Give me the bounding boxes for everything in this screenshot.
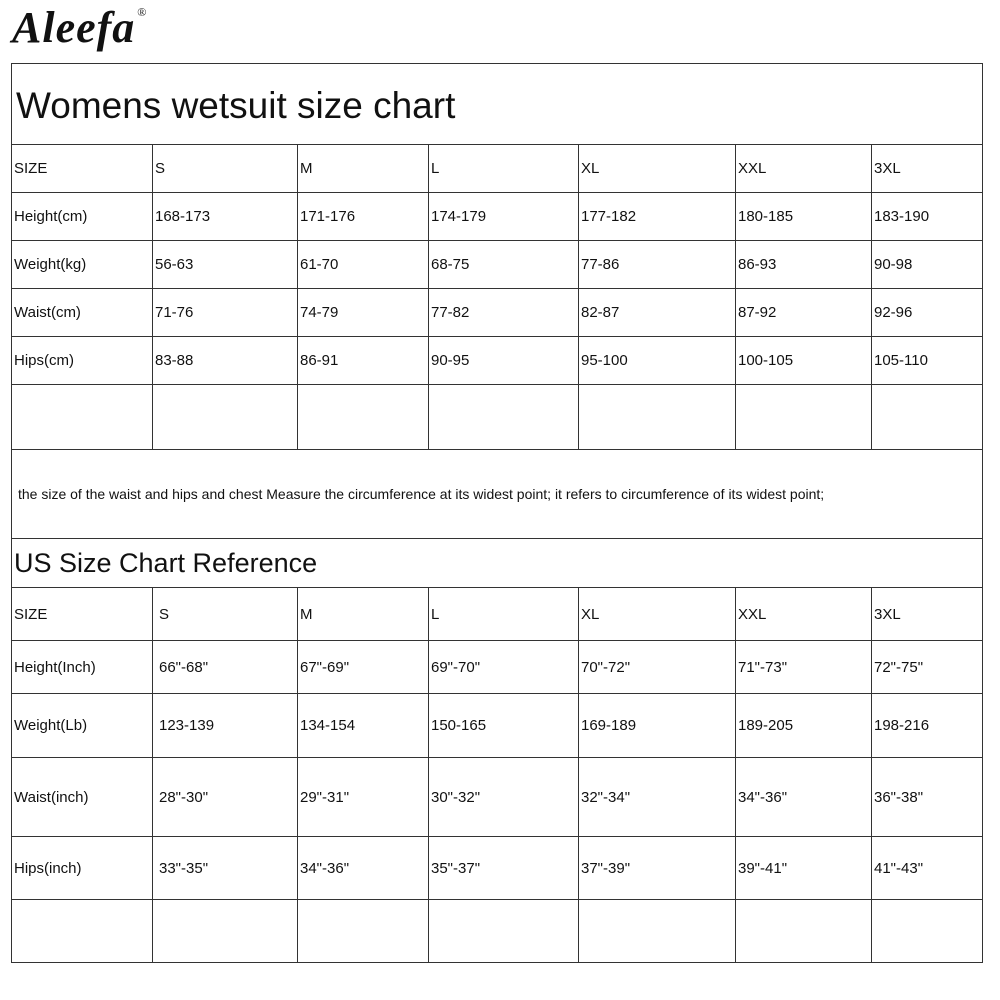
empty-cell: [12, 385, 153, 450]
header-cell: S: [153, 145, 298, 193]
empty-cell: [298, 900, 429, 963]
table-row: [12, 758, 983, 837]
table-cell: 29"-31": [298, 758, 429, 837]
table-row: [12, 694, 983, 758]
table-cell: 41"-43": [872, 837, 983, 900]
table-cell: 69"-70": [429, 641, 579, 694]
table-cell: 71"-73": [736, 641, 872, 694]
table-cell: 90-95: [429, 337, 579, 385]
header-cell: SIZE: [12, 588, 153, 641]
row-label: Weight(Lb): [12, 694, 153, 758]
table-row: [12, 241, 983, 289]
table-cell: 134-154: [298, 694, 429, 758]
table-cell: 56-63: [153, 241, 298, 289]
table-cell: 28"-30": [153, 758, 298, 837]
table-cell: 74-79: [298, 289, 429, 337]
header-cell: M: [298, 145, 429, 193]
header-cell: SIZE: [12, 145, 153, 193]
brand-logo: [12, 2, 147, 53]
table-cell: 34"-36": [298, 837, 429, 900]
row-label: Weight(kg): [12, 241, 153, 289]
table-cell: 105-110: [872, 337, 983, 385]
table-cell: 72"-75": [872, 641, 983, 694]
empty-cell: [579, 385, 736, 450]
empty-cell: [153, 385, 298, 450]
empty-cell: [12, 900, 153, 963]
us-header-row: [12, 588, 983, 641]
table-cell: 77-86: [579, 241, 736, 289]
empty-cell: [429, 385, 579, 450]
table-cell: 70"-72": [579, 641, 736, 694]
header-cell: S: [153, 588, 298, 641]
empty-row: [12, 385, 983, 450]
header-cell: L: [429, 145, 579, 193]
empty-cell: [872, 385, 983, 450]
table-cell: 37"-39": [579, 837, 736, 900]
header-cell: M: [298, 588, 429, 641]
table-cell: 35"-37": [429, 837, 579, 900]
row-label: Hips(inch): [12, 837, 153, 900]
table-cell: 95-100: [579, 337, 736, 385]
table-cell: 77-82: [429, 289, 579, 337]
table-cell: 90-98: [872, 241, 983, 289]
row-label: Waist(inch): [12, 758, 153, 837]
header-cell: L: [429, 588, 579, 641]
empty-row: [12, 900, 983, 963]
table-cell: 177-182: [579, 193, 736, 241]
table-cell: 183-190: [872, 193, 983, 241]
row-label: Waist(cm): [12, 289, 153, 337]
header-cell: 3XL: [872, 588, 983, 641]
table-cell: 36"-38": [872, 758, 983, 837]
brand-name: Aleefa: [12, 3, 136, 52]
row-label: Height(Inch): [12, 641, 153, 694]
table-cell: 71-76: [153, 289, 298, 337]
table-cell: 32"-34": [579, 758, 736, 837]
table-cell: 123-139: [153, 694, 298, 758]
table-cell: 92-96: [872, 289, 983, 337]
table-row: [12, 837, 983, 900]
header-cell: XL: [579, 588, 736, 641]
table-row: [12, 193, 983, 241]
empty-cell: [872, 900, 983, 963]
table-cell: 67"-69": [298, 641, 429, 694]
header-cell: XL: [579, 145, 736, 193]
header-cell: 3XL: [872, 145, 983, 193]
table-cell: 30"-32": [429, 758, 579, 837]
registered-mark: ®: [137, 5, 148, 20]
header-cell: XXL: [736, 588, 872, 641]
metric-header-row: [12, 145, 983, 193]
empty-cell: [153, 900, 298, 963]
table-cell: 87-92: [736, 289, 872, 337]
table-cell: 61-70: [298, 241, 429, 289]
table-cell: 39"-41": [736, 837, 872, 900]
table-cell: 100-105: [736, 337, 872, 385]
metric-chart-title: Womens wetsuit size chart: [12, 64, 983, 145]
table-cell: 198-216: [872, 694, 983, 758]
table-cell: 34"-36": [736, 758, 872, 837]
table-row: [12, 641, 983, 694]
row-label: Height(cm): [12, 193, 153, 241]
us-chart-title: US Size Chart Reference: [12, 539, 983, 588]
table-cell: 66"-68": [153, 641, 298, 694]
measurement-note: the size of the waist and hips and chest Measure the circumference at its widest point; it refers to circumference of its widest point;: [12, 450, 983, 539]
table-cell: 168-173: [153, 193, 298, 241]
header-cell: XXL: [736, 145, 872, 193]
table-cell: 82-87: [579, 289, 736, 337]
table-cell: 68-75: [429, 241, 579, 289]
table-cell: 86-91: [298, 337, 429, 385]
table-cell: 86-93: [736, 241, 872, 289]
size-chart-table: [11, 63, 983, 963]
table-row: [12, 289, 983, 337]
table-cell: 174-179: [429, 193, 579, 241]
empty-cell: [429, 900, 579, 963]
empty-cell: [579, 900, 736, 963]
table-cell: 171-176: [298, 193, 429, 241]
row-label: Hips(cm): [12, 337, 153, 385]
table-cell: 189-205: [736, 694, 872, 758]
empty-cell: [736, 900, 872, 963]
table-cell: 83-88: [153, 337, 298, 385]
table-cell: 169-189: [579, 694, 736, 758]
empty-cell: [736, 385, 872, 450]
table-row: [12, 337, 983, 385]
table-cell: 180-185: [736, 193, 872, 241]
table-cell: 150-165: [429, 694, 579, 758]
empty-cell: [298, 385, 429, 450]
table-cell: 33"-35": [153, 837, 298, 900]
